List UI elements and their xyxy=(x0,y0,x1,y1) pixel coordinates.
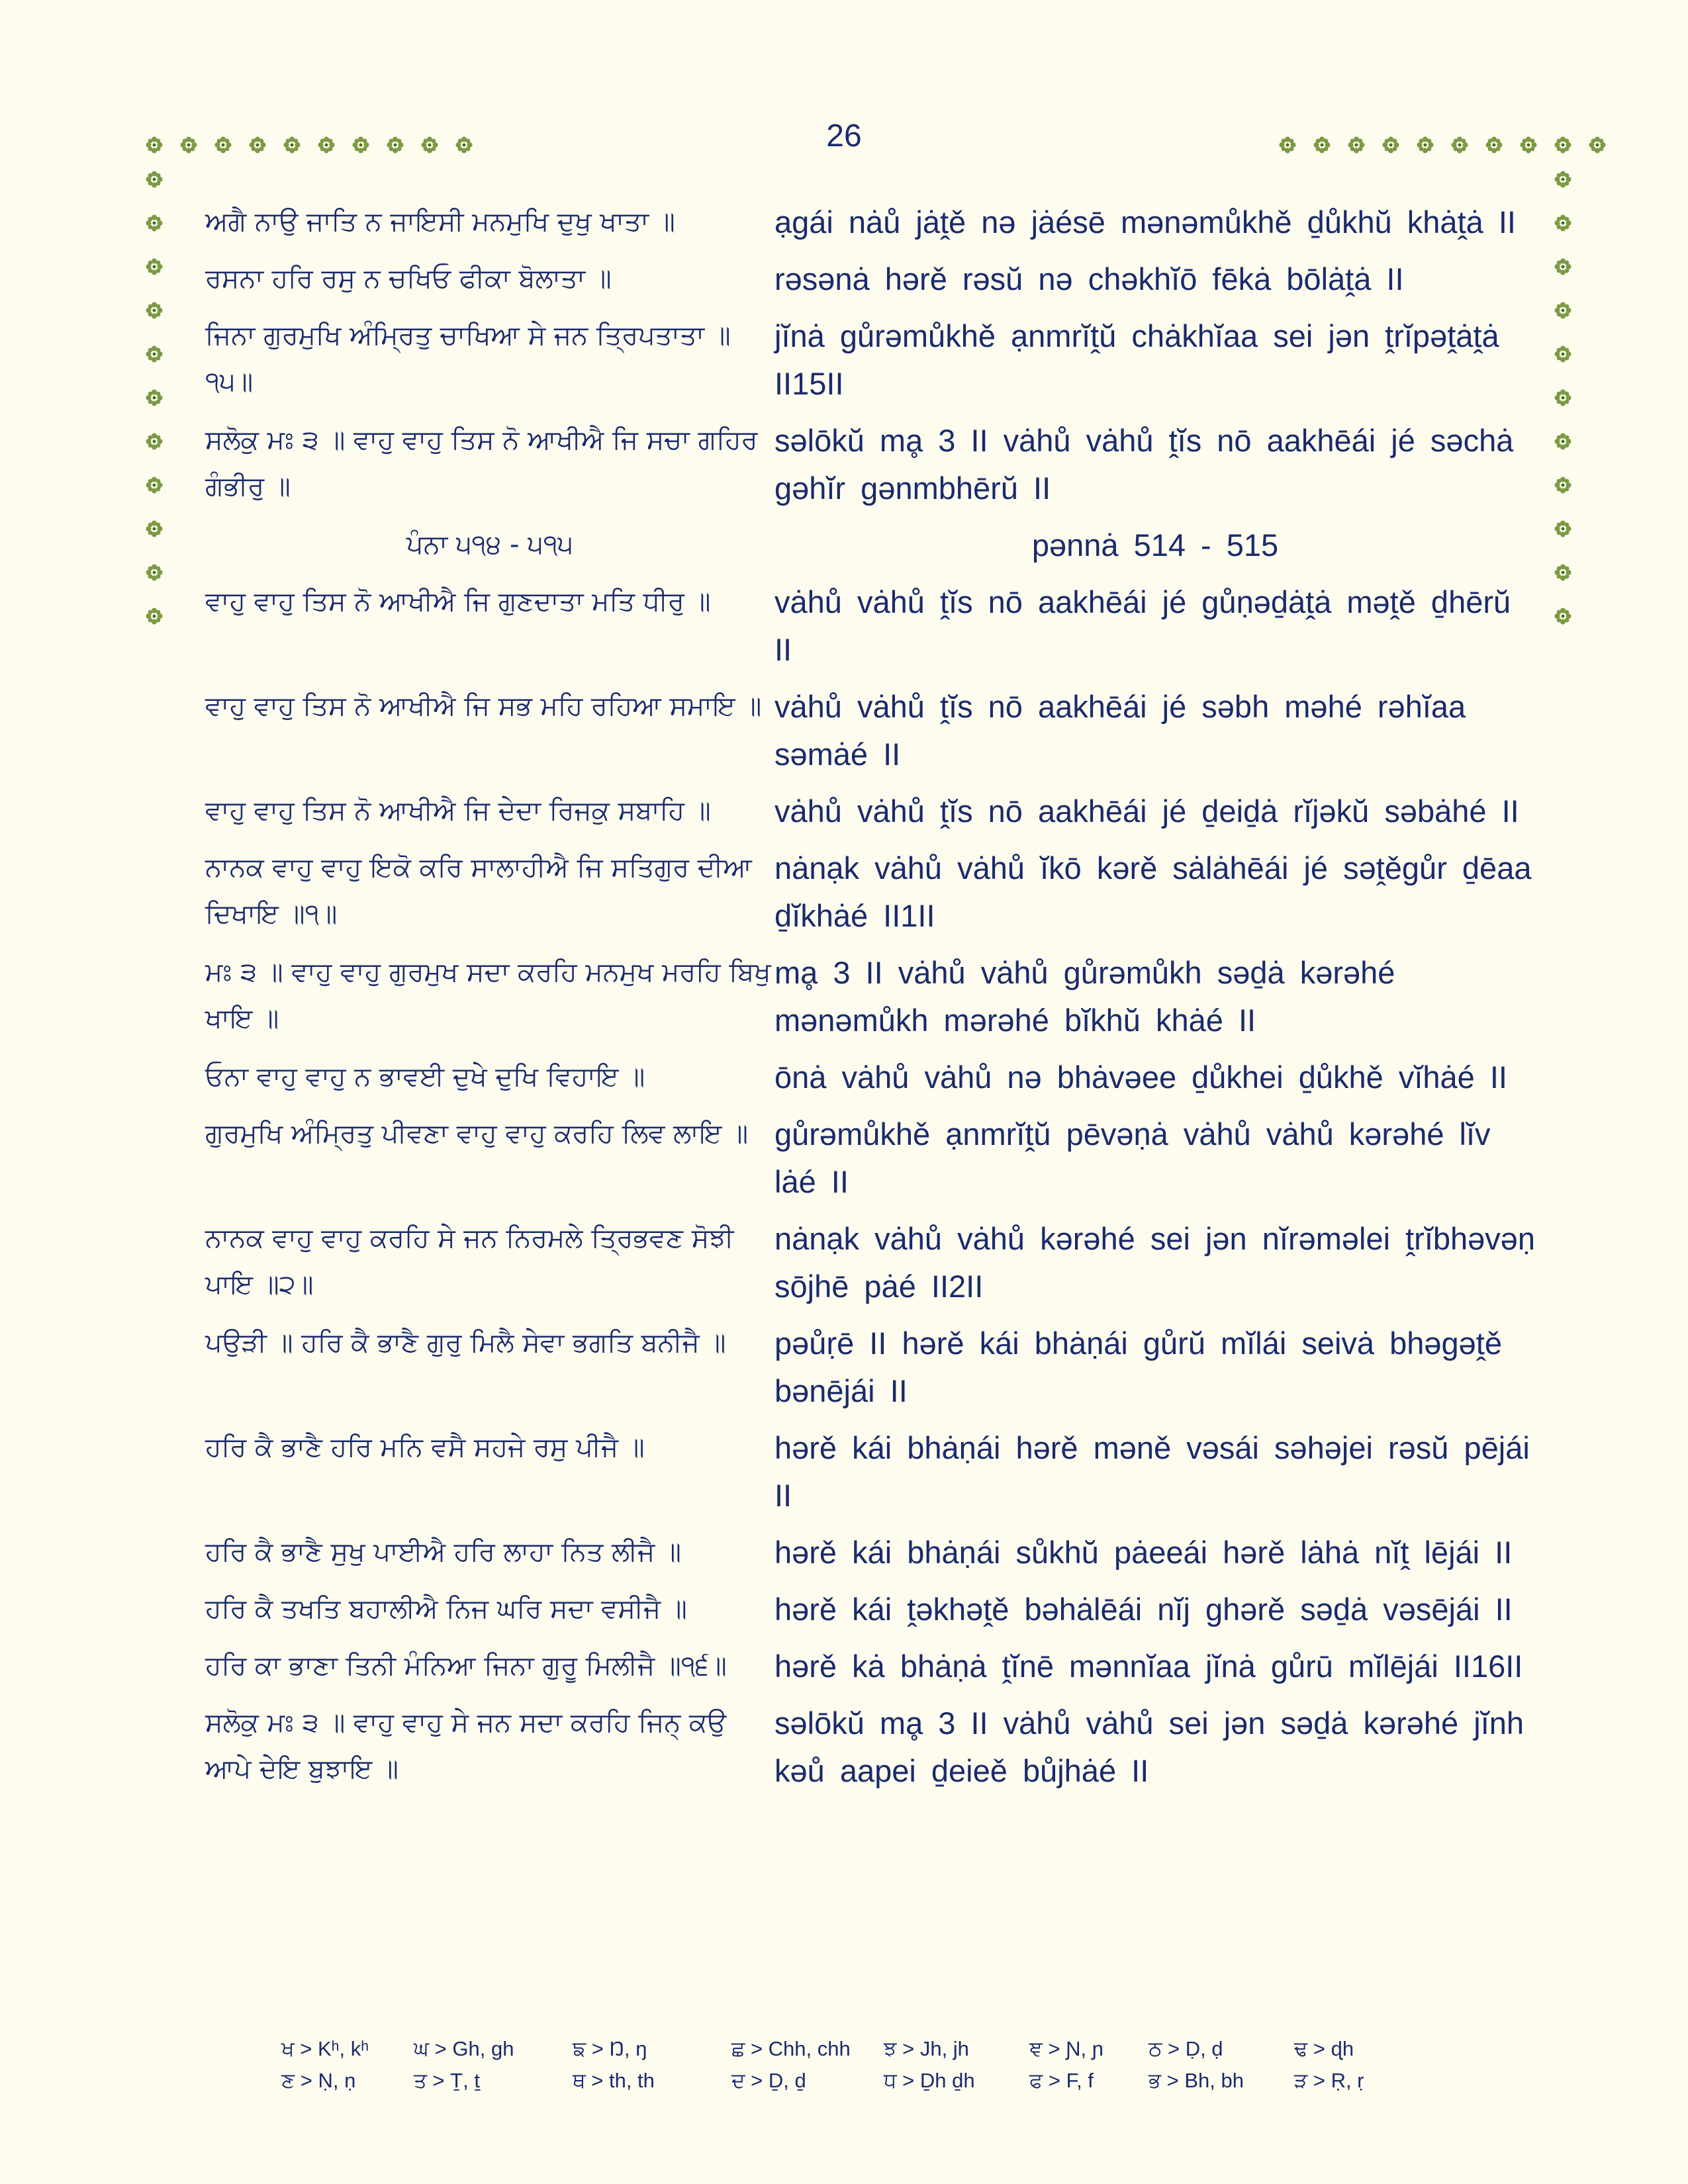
gurmukhi-line: ਹਰਿ ਕੈ ਭਾਣੈ ਹਰਿ ਮਨਿ ਵਸੈ ਸਹਜੇ ਰਸੁ ਪੀਜੈ ॥ xyxy=(205,1432,645,1463)
flower-ornament-icon xyxy=(1554,433,1571,450)
transliteration-line: hərě kái bhȧṇái sůkhŭ pȧeeái hərě lȧhȧ nĭṱ lējái II xyxy=(774,1535,1513,1570)
legend-item: ਞ > Ɲ, ɲ xyxy=(1029,2036,1103,2060)
gurmukhi-line: ਗੁਰਮੁਖਿ ਅੰਮ੍ਰਿਤੁ ਪੀਵਣਾ ਵਾਹੁ ਵਾਹੁ ਕਰਹਿ ਲਿਵ ਲਾਇ ॥ xyxy=(205,1118,749,1149)
flower-ornament-icon xyxy=(1313,136,1331,154)
transliteration-line: vȧhů vȧhů ṱĭs nō aakhēái jé gůṇəḏȧṱȧ məṱě ḏhērŭ II xyxy=(774,584,1511,667)
gurmukhi-line: ਰਸਨਾ ਹਰਿ ਰਸੁ ਨ ਚਖਿਓ ਫੀਕਾ ਬੋਲਾਤਾ ॥ xyxy=(205,263,612,294)
gurmukhi-line: ਹਰਿ ਕੈ ਭਾਣੈ ਸੁਖੁ ਪਾਈਐ ਹਰਿ ਲਾਹਾ ਨਿਤ ਲੀਜੈ ॥ xyxy=(205,1537,681,1567)
transliteration-line: vȧhů vȧhů ṱĭs nō aakhēái jé ḏeiḏȧ rĭjəkŭ səbȧhé II xyxy=(774,794,1519,829)
flower-ornament-icon xyxy=(1520,136,1537,154)
transliteration-line: səlōkŭ mḁ 3 II vȧhů vȧhů sei jən səḏȧ kərəhé jĭnh kəů aapei ḏeieě bůjhȧé II xyxy=(774,1706,1524,1788)
legend-item: ਧ > Ḏh ḏh xyxy=(884,2068,975,2092)
transliteration-line: nȧnạk vȧhů vȧhů ĭkō kərě sȧlȧhēái jé səṱěgůr ḏēaa ḏĭkhȧé II1II xyxy=(774,850,1532,933)
legend-row xyxy=(281,2033,1407,2065)
legend-item: ਘ > Gh, gh xyxy=(414,2036,514,2060)
legend-item: ਖ > Kʰ, kʰ xyxy=(281,2036,369,2060)
transliteration-line: ạgái nȧů jȧṱě nə jȧésē mənəmůkhě ḏůkhŭ khȧṱȧ II xyxy=(774,205,1516,240)
flower-ornament-icon xyxy=(1554,477,1571,494)
flower-ornament-icon xyxy=(146,258,163,275)
transliteration-legend xyxy=(281,2033,1407,2097)
gurmukhi-line: ਜਿਨਾ ਗੁਰਮੁਖਿ ਅੰਮ੍ਰਿਤੁ ਚਾਖਿਆ ਸੇ ਜਨ ਤ੍ਰਿਪਤਾਤਾ ॥੧੫॥ xyxy=(205,320,731,397)
flower-ornament-icon xyxy=(146,345,163,363)
flower-ornament-icon xyxy=(421,136,438,154)
flower-ornament-icon xyxy=(352,136,369,154)
gurmukhi-line: ਵਾਹੁ ਵਾਹੁ ਤਿਸ ਨੋ ਆਖੀਐ ਜਿ ਦੇਦਾ ਰਿਜਕੁ ਸਬਾਹਿ ॥ xyxy=(205,796,711,826)
legend-item: ਝ > Jh, jh xyxy=(884,2036,969,2060)
verse-row xyxy=(205,1529,1536,1576)
gurmukhi-line: ਪਉੜੀ ॥ ਹਰਿ ਕੈ ਭਾਣੈ ਗੁਰੁ ਮਿਲੈ ਸੇਵਾ ਭਗਤਿ ਬਨੀਜੈ ॥ xyxy=(205,1328,726,1358)
decorative-border-top-right xyxy=(1279,136,1606,154)
transliteration-line: hərě kái ṱəkhəṱě bəhȧlēái nĭj ghərě səḏȧ vəsējái II xyxy=(774,1592,1513,1627)
flower-ornament-icon xyxy=(1382,136,1399,154)
flower-ornament-icon xyxy=(1589,136,1606,154)
legend-item: ਣ > Ṇ, ṇ xyxy=(281,2068,356,2092)
verse-row xyxy=(205,788,1536,835)
legend-item: ੜ > Ṛ, ṛ xyxy=(1294,2068,1364,2092)
gurmukhi-line: ਹਰਿ ਕੈ ਤਖਤਿ ਬਹਾਲੀਐ ਨਿਜ ਘਰਿ ਸਦਾ ਵਸੀਜੈ ॥ xyxy=(205,1594,687,1624)
transliteration-line: mḁ 3 II vȧhů vȧhů gůrəmůkh səḏȧ kərəhé mənəmůkh mərəhé bĭkhŭ khȧé II xyxy=(774,955,1395,1038)
verse-row xyxy=(205,255,1536,303)
verse-row xyxy=(205,683,1536,778)
legend-item: ਫ > F, f xyxy=(1029,2068,1094,2092)
legend-item: ਤ > Ṯ, ṯ xyxy=(414,2068,480,2092)
flower-ornament-icon xyxy=(146,564,163,581)
flower-ornament-icon xyxy=(1485,136,1503,154)
page-number: 26 xyxy=(826,118,862,154)
verse-row xyxy=(205,1054,1536,1101)
verse-row xyxy=(205,949,1536,1044)
gurmukhi-line: ਵਾਹੁ ਵਾਹੁ ਤਿਸ ਨੋ ਆਖੀਐ ਜਿ ਸਭ ਮਹਿ ਰਹਿਆ ਸਮਾਇ ॥ xyxy=(205,691,762,721)
flower-ornament-icon xyxy=(1554,608,1571,625)
flower-ornament-icon xyxy=(146,433,163,450)
verse-row xyxy=(205,578,1536,674)
flower-ornament-icon xyxy=(283,136,301,154)
flower-ornament-icon xyxy=(1554,520,1571,537)
legend-row xyxy=(281,2065,1407,2097)
decorative-border-right xyxy=(1554,171,1571,625)
page-range-row xyxy=(205,522,1536,569)
flower-ornament-icon xyxy=(1554,258,1571,275)
flower-ornament-icon xyxy=(1554,345,1571,363)
flower-ornament-icon xyxy=(146,477,163,494)
flower-ornament-icon xyxy=(146,302,163,319)
transliteration-line: vȧhů vȧhů ṱĭs nō aakhēái jé səbh məhé rəhĭaa səmȧé II xyxy=(774,689,1466,772)
legend-item: ਭ > Bh, bh xyxy=(1149,2068,1244,2092)
verse-row xyxy=(205,1586,1536,1633)
transliteration-line: nȧnạk vȧhů vȧhů kərəhé sei jən nĭrəməlei ṱrĭbhəvəṇ sōjhē pȧé II2II xyxy=(774,1221,1536,1304)
legend-item: ਢ > ɖh xyxy=(1294,2036,1354,2060)
verse-row xyxy=(205,1643,1536,1690)
flower-ornament-icon xyxy=(146,608,163,625)
transliteration-line: hərě kȧ bhȧṇȧ ṱĭnē mənnĭaa jĭnȧ gůrū mĭlējái II16II xyxy=(774,1649,1523,1684)
gurmukhi-line: ਸਲੋਕੁ ਮਃ ੩ ॥ ਵਾਹੁ ਵਾਹੁ ਸੇ ਜਨ ਸਦਾ ਕਰਹਿ ਜਿਨ੍ ਕਉ ਆਪੇ ਦੇਇ ਬੁਝਾਇ ॥ xyxy=(205,1707,727,1784)
flower-ornament-icon xyxy=(180,136,197,154)
flower-ornament-icon xyxy=(387,136,404,154)
legend-item: ਙ > Ŋ, ŋ xyxy=(573,2036,647,2060)
flower-ornament-icon xyxy=(1554,136,1571,154)
flower-ornament-icon xyxy=(1554,171,1571,188)
decorative-border-left xyxy=(146,171,163,625)
flower-ornament-icon xyxy=(455,136,473,154)
transliteration-line: səlōkŭ mḁ 3 II vȧhů vȧhů ṱĭs nō aakhēái jé səchȧ gəhĭr gənmbhērŭ II xyxy=(774,423,1514,506)
gurmukhi-line: ਅਗੈ ਨਾਉ ਜਾਤਿ ਨ ਜਾਇਸੀ ਮਨਮੁਖਿ ਦੁਖੁ ਖਾਤਾ ॥ xyxy=(205,206,675,237)
transliteration-line: pəůṛē II hərě kái bhȧṇái gůrŭ mĭlái seivȧ bhəgəṱě bənējái II xyxy=(774,1326,1502,1408)
transliteration-line: hərě kái bhȧṇái hərě məně vəsái səhəjei rəsŭ pējái II xyxy=(774,1430,1530,1513)
gurmukhi-line: ਵਾਹੁ ਵਾਹੁ ਤਿਸ ਨੋ ਆਖੀਐ ਜਿ ਗੁਣਦਾਤਾ ਮਤਿ ਧੀਰੁ ॥ xyxy=(205,586,711,617)
flower-ornament-icon xyxy=(1554,564,1571,581)
flower-ornament-icon xyxy=(146,214,163,232)
legend-item: ਥ > th, th xyxy=(573,2068,655,2092)
flower-ornament-icon xyxy=(318,136,335,154)
verse-row xyxy=(205,312,1536,408)
gurmukhi-line: ਹਰਿ ਕਾ ਭਾਣਾ ਤਿਨੀ ਮੰਨਿਆ ਜਿਨਾ ਗੁਰੂ ਮਿਲੀਜੈ ॥੧੬॥ xyxy=(205,1651,727,1681)
transliteration-line: jĭnȧ gůrəmůkhě ạnmrĭṱŭ chȧkhĭaa sei jən ṱrĭpəṱȧṱȧ II15II xyxy=(774,318,1499,401)
flower-ornament-icon xyxy=(146,389,163,406)
decorative-border-top-left xyxy=(146,136,473,154)
page-range-translit: pənnȧ 514 - 515 xyxy=(1031,527,1279,563)
flower-ornament-icon xyxy=(1279,136,1296,154)
flower-ornament-icon xyxy=(1451,136,1468,154)
legend-item: ਦ > Ḏ, ḏ xyxy=(731,2068,806,2092)
verse-row xyxy=(205,1215,1536,1310)
page-range-gurmukhi: ਪੰਨਾ ੫੧੪ - ੫੧੫ xyxy=(406,529,573,560)
verse-row xyxy=(205,1320,1536,1415)
verse-row xyxy=(205,417,1536,512)
flower-ornament-icon xyxy=(214,136,232,154)
flower-ornament-icon xyxy=(1348,136,1365,154)
flower-ornament-icon xyxy=(146,520,163,537)
flower-ornament-icon xyxy=(146,136,163,154)
flower-ornament-icon xyxy=(249,136,266,154)
gurmukhi-line: ਓਨਾ ਵਾਹੁ ਵਾਹੁ ਨ ਭਾਵਈ ਦੁਖੇ ਦੁਖਿ ਵਿਹਾਇ ॥ xyxy=(205,1062,645,1092)
transliteration-line: ōnȧ vȧhů vȧhů nə bhȧvəee ḏůkhei ḏůkhě vĭhȧé II xyxy=(774,1060,1507,1095)
gurmukhi-line: ਨਾਨਕ ਵਾਹੁ ਵਾਹੁ ਕਰਹਿ ਸੇ ਜਨ ਨਿਰਮਲੇ ਤ੍ਰਿਭਵਣ ਸੋਝੀ ਪਾਇ ॥੨॥ xyxy=(205,1223,734,1300)
verse-row xyxy=(205,1111,1536,1206)
gurmukhi-line: ਨਾਨਕ ਵਾਹੁ ਵਾਹੁ ਇਕੋ ਕਰਿ ਸਾਲਾਹੀਐ ਜਿ ਸਤਿਗੁਰ ਦੀਆ ਦਿਖਾਇ ॥੧॥ xyxy=(205,852,752,929)
flower-ornament-icon xyxy=(1554,302,1571,319)
verse-row xyxy=(205,1700,1536,1795)
gurmukhi-line: ਸਲੋਕੁ ਮਃ ੩ ॥ ਵਾਹੁ ਵਾਹੁ ਤਿਸ ਨੋ ਆਖੀਐ ਜਿ ਸਚਾ ਗਹਿਰ ਗੰਭੀਰੁ ॥ xyxy=(205,425,758,502)
verse-row xyxy=(205,844,1536,940)
flower-ornament-icon xyxy=(1554,389,1571,406)
gurmukhi-line: ਮਃ ੩ ॥ ਵਾਹੁ ਵਾਹੁ ਗੁਰਮੁਖ ਸਦਾ ਕਰਹਿ ਮਨਮੁਖ ਮਰਹਿ ਬਿਖੁ ਖਾਇ ॥ xyxy=(205,957,771,1034)
transliteration-line: gůrəmůkhě ạnmrĭṱŭ pēvəṇȧ vȧhů vȧhů kərəhé lĭv lȧé II xyxy=(774,1116,1491,1199)
legend-item: ਠ > Ḍ, ḍ xyxy=(1149,2036,1223,2060)
verse-table xyxy=(205,199,1536,1804)
flower-ornament-icon xyxy=(1554,214,1571,232)
verse-row xyxy=(205,199,1536,246)
legend-item: ਛ > Chh, chh xyxy=(731,2036,851,2060)
flower-ornament-icon xyxy=(146,171,163,188)
verse-row xyxy=(205,1424,1536,1520)
transliteration-line: rəsənȧ hərě rəsŭ nə chəkhĭō fēkȧ bōlȧṱȧ II xyxy=(774,261,1404,296)
flower-ornament-icon xyxy=(1417,136,1434,154)
